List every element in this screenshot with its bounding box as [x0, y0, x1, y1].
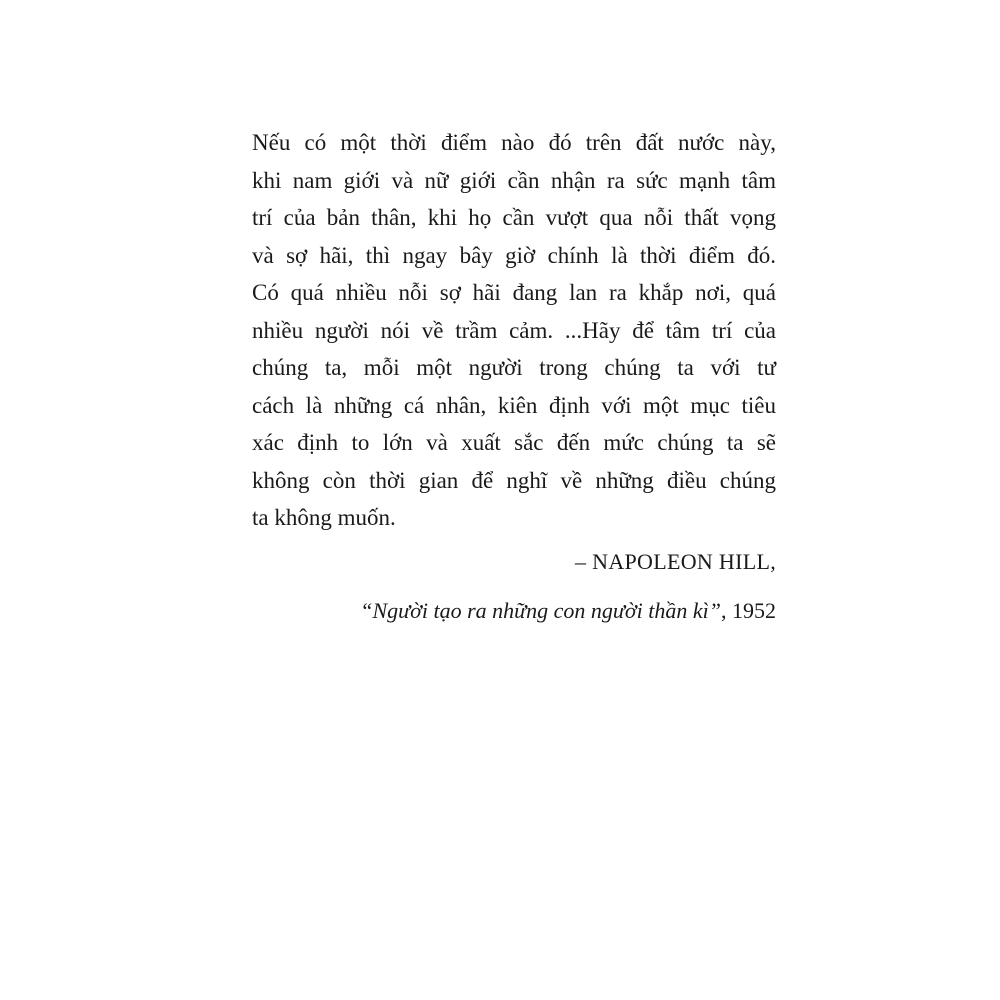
quote-line: xác định to lớn và xuất sắc đến mức chúng ta sẽ: [252, 430, 776, 455]
quote-line: nhiều người nói về trầm cảm. ...Hãy để tâm trí của: [252, 317, 776, 343]
quote-text: [252, 124, 776, 537]
quote-line: không còn thời gian để nghĩ về những điều chúng: [252, 467, 776, 493]
quote-line: cách là những cá nhân, kiên định với một mục tiêu: [252, 392, 776, 418]
quote-line: trí của bản thân, khi họ cần vượt qua nỗi thất vọng: [252, 205, 776, 230]
quote-author: – NAPOLEON HILL,: [575, 549, 776, 574]
quote-line: ta không muốn.: [252, 505, 396, 530]
quote-line: và sợ hãi, thì ngay bây giờ chính là thời điểm đó.: [252, 242, 776, 268]
source-year: , 1952: [721, 598, 776, 623]
quote-line: Có quá nhiều nỗi sợ hãi đang lan ra khắp nơi, quá: [252, 280, 776, 305]
quote-source: [360, 596, 776, 626]
quote-line: Nếu có một thời điểm nào đó trên đất nước này,: [252, 130, 776, 155]
source-title: “Người tạo ra những con người thần kì”: [360, 598, 721, 623]
quote-line: chúng ta, mỗi một người trong chúng ta với tư: [252, 355, 776, 380]
quote-line: khi nam giới và nữ giới cần nhận ra sức mạnh tâm: [252, 167, 776, 193]
